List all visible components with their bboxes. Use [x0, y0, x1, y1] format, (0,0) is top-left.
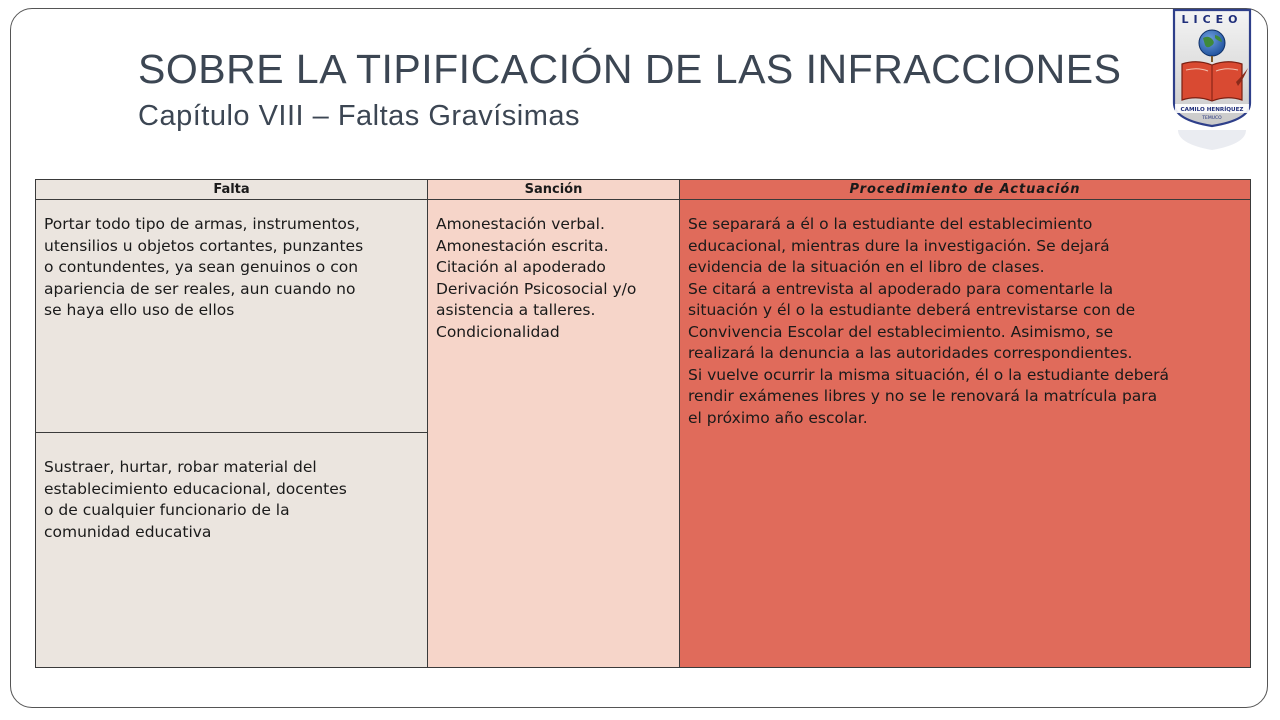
procedimiento-cell: [680, 200, 1251, 668]
procedimiento-line: realizará la denuncia a las autoridades correspondientes.: [688, 344, 1133, 362]
sancion-line: asistencia a talleres.: [436, 301, 596, 319]
falta-1-line: apariencia de ser reales, aun cuando no: [44, 279, 356, 298]
procedimiento-line: Se separará a él o la estudiante del establecimiento: [688, 215, 1093, 233]
falta-cell-2: [36, 433, 428, 668]
sancion-cell: [428, 200, 680, 668]
procedimiento-line: Se citará a entrevista al apoderado para comentarle la: [688, 279, 1114, 298]
falta-cell-1: [36, 200, 428, 433]
falta-2-line: Sustraer, hurtar, robar material del: [44, 458, 317, 476]
procedimiento-line: Si vuelve ocurrir la misma situación, él o la estudiante deberá: [688, 365, 1170, 384]
slide-title: SOBRE LA TIPIFICACIÓN DE LAS INFRACCIONES: [138, 46, 1122, 92]
falta-1-line: utensilios u objetos cortantes, punzantes: [44, 236, 364, 255]
sancion-line: Citación al apoderado: [436, 258, 606, 276]
procedimiento-line: rendir exámenes libres y no se le renovará la matrícula para: [688, 387, 1158, 405]
logo-top-text: LICEO: [1181, 13, 1243, 26]
falta-1-line: Portar todo tipo de armas, instrumentos,: [44, 215, 360, 233]
sancion-line: Condicionalidad: [436, 322, 560, 341]
falta-2-line: o de cualquier funcionario de la: [44, 501, 290, 519]
sancion-line: Amonestación verbal.: [436, 215, 605, 233]
procedimiento-line: situación y él o la estudiante deberá entrevistarse con de: [688, 301, 1136, 319]
header-procedimiento: Procedimiento de Actuación: [680, 180, 1251, 200]
procedimiento-line: evidencia de la situación en el libro de clases.: [688, 258, 1045, 276]
procedimiento-line: educacional, mientras dure la investigación. Se dejará: [688, 236, 1110, 255]
procedimiento-line: Convivencia Escolar del establecimiento. Asimismo, se: [688, 322, 1114, 341]
slide-subtitle: Capítulo VIII – Faltas Gravísimas: [138, 100, 580, 132]
header-falta: Falta: [36, 180, 428, 200]
procedimiento-line: el próximo año escolar.: [688, 408, 868, 427]
header-sancion: Sanción: [428, 180, 680, 200]
falta-1-line: se haya ello uso de ellos: [44, 301, 235, 319]
school-logo: [1172, 8, 1252, 153]
sancion-line: Derivación Psicosocial y/o: [436, 279, 637, 298]
infractions-table: [35, 179, 1251, 668]
falta-2-line: establecimiento educacional, docentes: [44, 479, 347, 498]
logo-city-text: TEMUCO: [1202, 116, 1222, 121]
falta-1-line: o contundentes, ya sean genuinos o con: [44, 258, 359, 276]
falta-2-line: comunidad educativa: [44, 522, 212, 541]
logo-bottom-text: CAMILO HENRÍQUEZ: [1180, 107, 1244, 113]
sancion-line: Amonestación escrita.: [436, 236, 609, 255]
